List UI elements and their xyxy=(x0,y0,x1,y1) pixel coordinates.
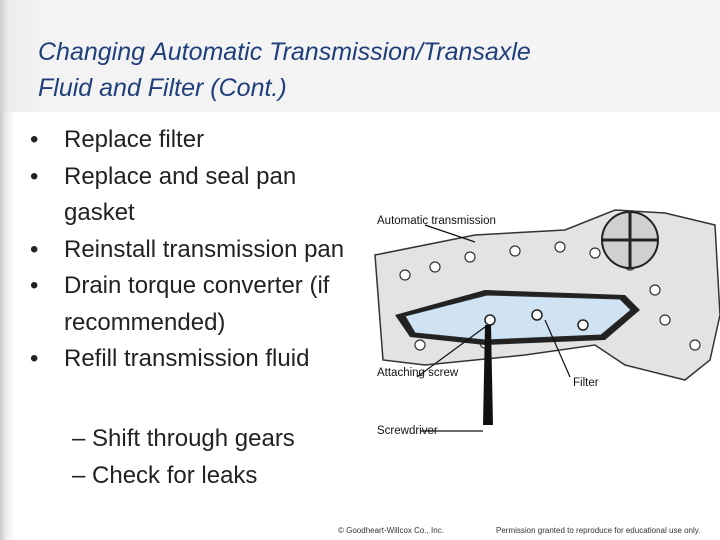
slide-title-line-2: Fluid and Filter (Cont.) xyxy=(38,74,287,102)
label-filter: Filter xyxy=(573,377,599,389)
label-automatic-transmission: Automatic transmission xyxy=(377,215,496,227)
transmission-illustration xyxy=(365,195,720,445)
bullet-item: • Replace and seal pan gasket xyxy=(30,159,370,232)
sub-bullet-list xyxy=(72,420,295,494)
label-attaching-screw: Attaching screw xyxy=(377,367,459,379)
bullet-item: • Refill transmission fluid xyxy=(30,341,370,378)
bullet-item: • Drain torque converter (if recommended) xyxy=(30,268,370,341)
footer-copyright: © Goodheart-Willcox Co., Inc. xyxy=(338,526,444,535)
bullet-item: • Replace filter xyxy=(30,122,370,159)
bullet-list xyxy=(30,122,370,378)
bullet-item: • Reinstall transmission pan xyxy=(30,232,370,269)
slide-title-line-1: Changing Automatic Transmission/Transaxle xyxy=(38,38,531,66)
sub-bullet-item: – Shift through gears xyxy=(72,425,295,452)
transmission-figure xyxy=(365,195,720,445)
sub-bullet-item: – Check for leaks xyxy=(72,462,258,489)
footer-permission: Permission granted to reproduce for educational use only. xyxy=(496,526,701,535)
slide-title xyxy=(38,34,698,106)
label-screwdriver: Screwdriver xyxy=(377,425,438,437)
